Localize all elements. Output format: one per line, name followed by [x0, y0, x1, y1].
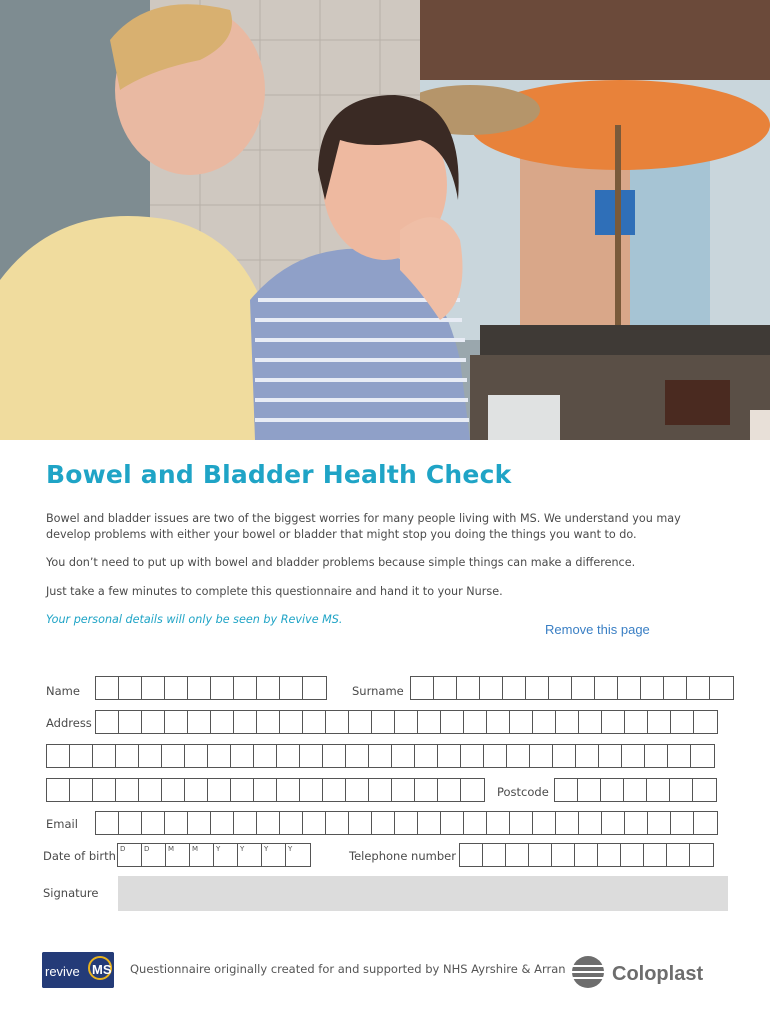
intro-paragraph: Just take a few minutes to complete this questionnaire and hand it to your Nurse.: [46, 585, 503, 598]
email-label: Email: [46, 817, 78, 831]
dob-placeholder-year: Y: [240, 845, 245, 853]
dob-label: Date of birth: [43, 849, 116, 863]
remove-page-link[interactable]: Remove this page: [545, 622, 650, 637]
dob-placeholder-month: M: [168, 845, 175, 853]
signature-label: Signature: [43, 886, 99, 900]
surname-field[interactable]: [410, 676, 734, 700]
intro-paragraph: You don’t need to put up with bowel and bladder problems because simple things can make a difference.: [46, 556, 636, 569]
telephone-label: Telephone number: [349, 849, 456, 863]
coloplast-logo: [570, 954, 730, 990]
dob-placeholder-year: Y: [288, 845, 293, 853]
footer-credit: Questionnaire originally created for and supported by NHS Ayrshire & Arran: [130, 962, 566, 976]
surname-label: Surname: [352, 684, 404, 698]
privacy-note: Your personal details will only be seen by Revive MS.: [46, 613, 343, 626]
postcode-field[interactable]: [554, 778, 717, 802]
postcode-label: Postcode: [497, 785, 549, 799]
address-field-line-2[interactable]: [46, 744, 715, 768]
address-field-line-1[interactable]: [95, 710, 718, 734]
name-label: Name: [46, 684, 80, 698]
dob-placeholder-year: Y: [216, 845, 221, 853]
dob-placeholder-year: Y: [264, 845, 269, 853]
dob-placeholder-day: D: [144, 845, 150, 853]
email-field[interactable]: [95, 811, 718, 835]
address-field-line-3[interactable]: [46, 778, 485, 802]
dob-placeholder-day: D: [120, 845, 126, 853]
address-label: Address: [46, 716, 92, 730]
svg-text:Coloplast: Coloplast: [612, 963, 704, 985]
intro-paragraph: Bowel and bladder issues are two of the biggest worries for many people living with MS. We understand you may develop problems with either your bowel or bladder that might stop you doing the things you want to do.: [46, 512, 681, 541]
signature-field[interactable]: [118, 876, 728, 911]
dob-field[interactable]: [117, 843, 311, 867]
revive-ms-logo: [42, 952, 114, 988]
svg-text:revive: revive: [45, 964, 80, 979]
name-field[interactable]: [95, 676, 327, 700]
telephone-field[interactable]: [459, 843, 714, 867]
page-title: Bowel and Bladder Health Check: [46, 460, 512, 489]
hero-photo: [0, 0, 770, 440]
dob-placeholder-month: M: [192, 845, 199, 853]
svg-text:MS: MS: [92, 962, 112, 977]
